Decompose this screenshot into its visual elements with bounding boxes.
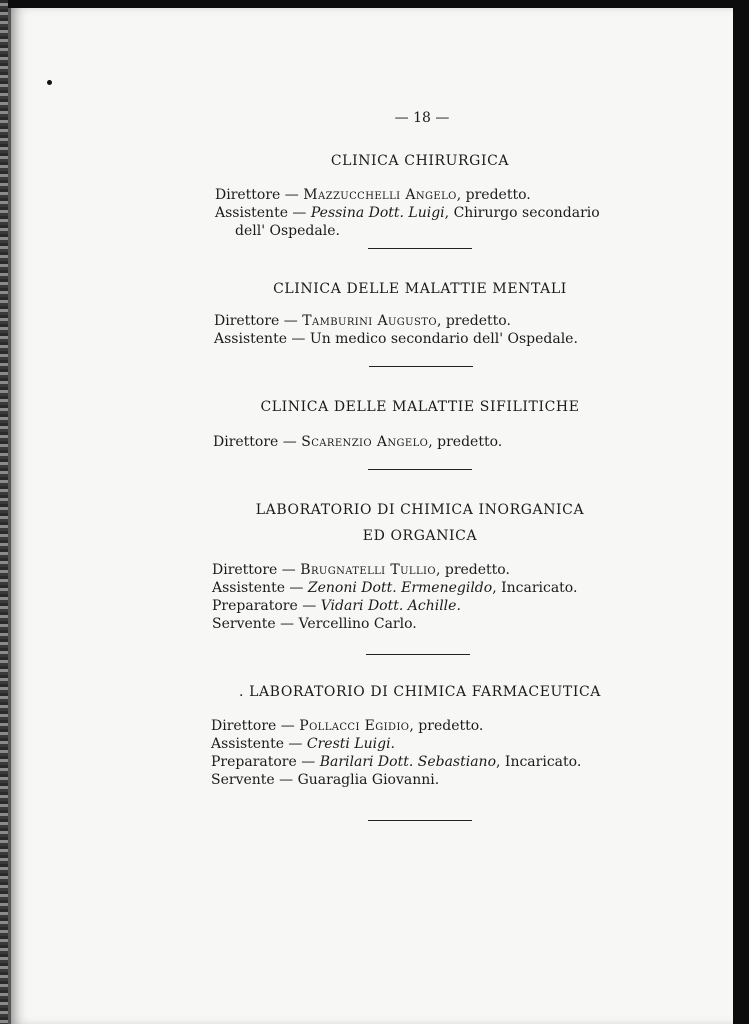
role-label: Servente —: [211, 772, 294, 788]
person-name: Tamburini Augusto: [302, 313, 437, 329]
section-heading-ed-organica: ED ORGANICA: [362, 528, 478, 544]
line-rest: , Chirurgo secondario: [444, 205, 600, 221]
section-divider: [366, 654, 470, 655]
role-label: Servente —: [212, 616, 295, 632]
section-heading-chimica-inorganica: LABORATORIO DI CHIMICA INORGANICA: [255, 502, 585, 518]
line-rest: , predetto.: [409, 718, 484, 734]
section-line: [211, 753, 581, 771]
role-label: Assistente —: [212, 580, 304, 596]
role-label: Direttore —: [215, 187, 299, 203]
section-heading-malattie-mentali: CLINICA DELLE MALATTIE MENTALI: [273, 281, 567, 297]
section-divider: [368, 248, 472, 249]
line-rest: Guaraglia Giovanni.: [297, 772, 440, 788]
line-rest: Vercellino Carlo.: [298, 616, 417, 632]
section-line: [215, 204, 600, 222]
line-rest: , predetto.: [435, 562, 510, 578]
role-label: Direttore —: [211, 718, 295, 734]
section-divider: [368, 820, 472, 821]
scan-border-left: [0, 0, 8, 1024]
role-label: Assistente —: [214, 331, 306, 347]
role-label: Direttore —: [212, 562, 296, 578]
section-line: [212, 561, 510, 579]
role-label: Preparatore —: [212, 598, 317, 614]
line-rest: , Incaricato.: [492, 580, 578, 596]
person-name: Pessina Dott. Luigi: [310, 205, 445, 221]
section-line: [215, 186, 531, 204]
section-line: [212, 615, 417, 633]
line-rest: dell' Ospedale.: [235, 223, 340, 239]
line-rest: , predetto.: [428, 434, 503, 450]
role-label: Assistente —: [215, 205, 307, 221]
section-line: [212, 597, 461, 615]
section-divider: [369, 366, 473, 367]
role-label: Preparatore —: [211, 754, 316, 770]
line-rest: , predetto.: [456, 187, 531, 203]
section-heading-clinica-chirurgica: CLINICA CHIRURGICA: [330, 153, 510, 169]
scan-border-top: [0, 0, 749, 8]
section-heading-malattie-sifilitiche: CLINICA DELLE MALATTIE SIFILITICHE: [260, 399, 580, 415]
page-number: — 18 —: [394, 110, 450, 126]
ink-speck: [47, 80, 52, 85]
person-name: Zenoni Dott. Ermenegildo: [307, 580, 493, 596]
section-line: [213, 433, 502, 451]
person-name: Brugnatelli Tullio: [300, 562, 436, 578]
section-line: [214, 312, 511, 330]
line-rest: , predetto.: [436, 313, 511, 329]
person-name: Vidari Dott. Achille.: [320, 598, 461, 614]
section-line: [211, 771, 439, 789]
section-line: [212, 579, 577, 597]
role-label: Assistente —: [211, 736, 303, 752]
section-heading-chimica-farmaceutica: . LABORATORIO DI CHIMICA FARMACEUTICA: [238, 684, 602, 700]
person-name: Barilari Dott. Sebastiano: [319, 754, 497, 770]
role-label: Direttore —: [213, 434, 297, 450]
person-name: Pollacci Egidio: [299, 718, 410, 734]
section-line: [211, 717, 483, 735]
person-name: Scarenzio Angelo: [301, 434, 429, 450]
section-divider: [368, 469, 472, 470]
section-line: [214, 330, 578, 348]
line-rest: , Incaricato.: [496, 754, 582, 770]
line-rest: Un medico secondario dell' Ospedale.: [309, 331, 578, 347]
person-name: Cresti Luigi.: [306, 736, 395, 752]
role-label: Direttore —: [214, 313, 298, 329]
section-line: [211, 735, 395, 753]
person-name: Mazzucchelli Angelo: [303, 187, 457, 203]
section-line-continuation: [235, 222, 340, 240]
